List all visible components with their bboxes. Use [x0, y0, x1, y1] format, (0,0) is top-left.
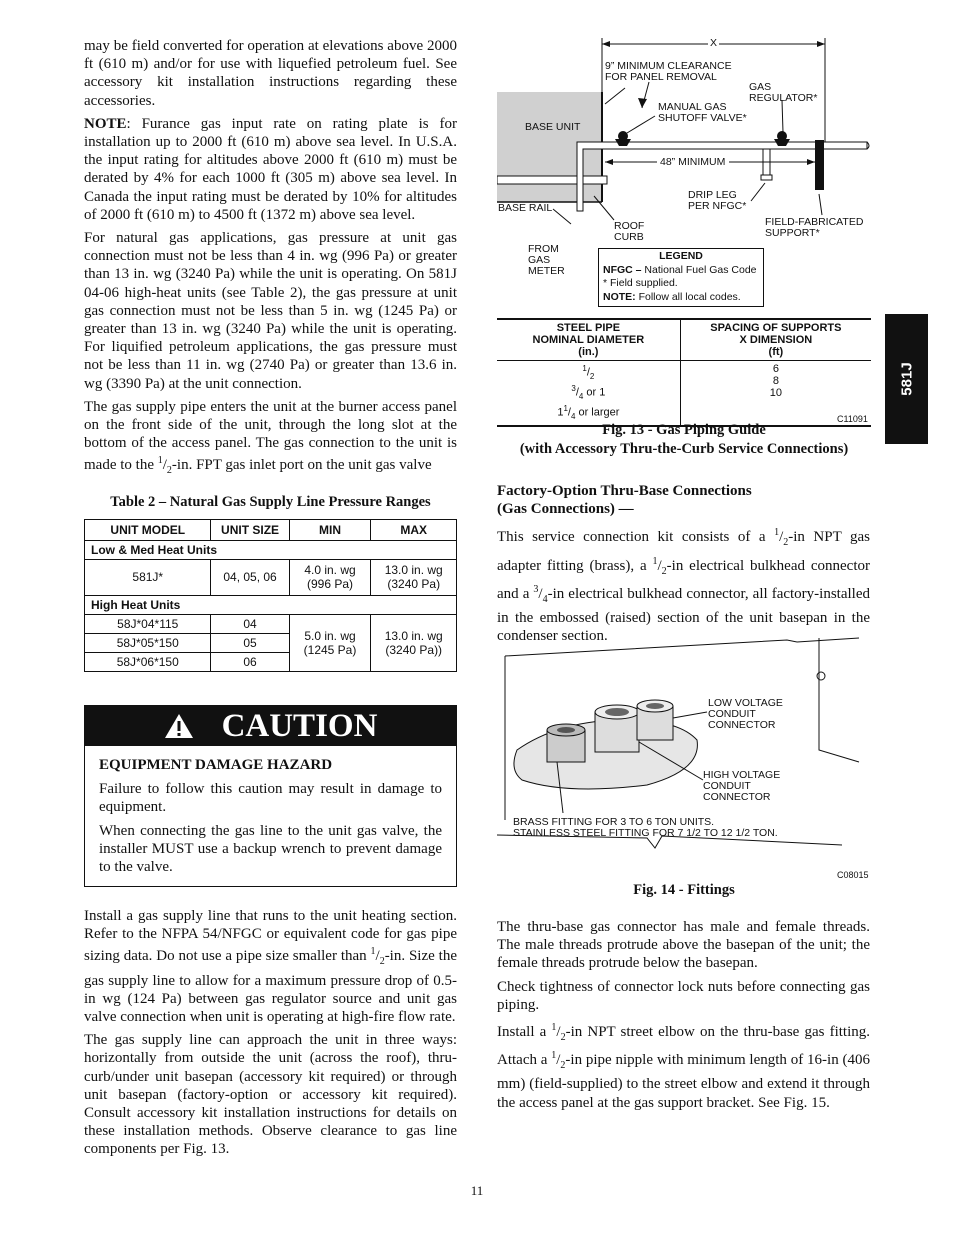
table-cell: 58J*04*115 [85, 614, 211, 633]
table-header: STEEL PIPE NOMINAL DIAMETER (in.) [497, 319, 680, 361]
hazard-title: EQUIPMENT DAMAGE HAZARD [99, 757, 333, 773]
caution-text: When connecting the gas line to the unit gas valve, the installer MUST use a backup wrench to prevent damage to the valve. [99, 823, 442, 875]
paragraph-supply-pipe: The gas supply pipe enters the unit at the burner access panel on the front side of the unit, through the long slot at the bottom of the access panel. The gas connection to the unit is made to the $^1/_2-in$. FPT gas inlet port on the unit gas valve [84, 398, 457, 477]
note-label: NOTE [84, 115, 127, 132]
base-unit-label: BASE UNIT [525, 121, 581, 133]
spacing-value: 6 [772, 363, 779, 375]
gas-regulator-label: GAS REGULATOR* [749, 81, 818, 104]
warning-triangle-icon [164, 713, 194, 739]
caution-title: CAUTION [221, 707, 378, 744]
note-text: : Furance gas input rate on rating plate is for installation up to 2000 ft (610 m) above sea level. In U.S.A. the input rating for altitudes above 2000 ft (610 m) must be derated by 4% for each 1000 ft (305 m) above sea level. In Canada the input rating must be derated by 10% for altitudes of 2000 ft (610 m) to 4500 ft (1372 m) above sea level. [84, 115, 457, 223]
low-voltage-label: LOW VOLTAGE CONDUIT CONNECTOR [708, 697, 783, 731]
left-column [84, 37, 457, 672]
page-number: 11 [470, 1183, 484, 1198]
legend-nfgc: NFGC – National Fuel Gas Code [603, 263, 757, 276]
paragraph-service-kit: This service connection kit consists of a $^1/_2-in$ NPT gas adapter fitting (brass), a $^1/_2-in$ electrical bulkhead connector and a $^3/_4-in$ electrical bulkhead connector, all factory-installed in the embossed (raised) section of the unit basepan in the condenser section. [497, 527, 870, 645]
table-cell: 581J* [85, 559, 211, 595]
paragraph-street-elbow: Install a $^1/_2-in$ NPT street elbow on the thru-base gas fitting. Attach a $^1/_2-in$ pipe nipple with minimum length of 16-in (406 mm) (field-supplied) to the street elbow and extend it through the access panel at the gas support bracket. See Fig. 15. [497, 1022, 870, 1111]
table-cell: 04 [211, 614, 289, 633]
side-tab: 581J [885, 314, 928, 444]
diameter-1: $^1/_2$ [582, 364, 595, 381]
table-header: MAX [371, 519, 457, 540]
left-column-lower [84, 907, 457, 1164]
table-cell: 58J*06*150 [85, 652, 211, 671]
table-cell: 04, 05, 06 [211, 559, 289, 595]
diameter-2: $^3/_4$ or 1 [571, 383, 606, 401]
legend-title: LEGEND [659, 250, 703, 262]
x-dimension-label: X [710, 37, 718, 49]
table-cell: 06 [211, 652, 289, 671]
base-rail-label: BASE RAIL [498, 202, 553, 214]
figure-fittings [497, 630, 871, 880]
diameter-3: $1^1/_4$ or larger [557, 403, 620, 421]
caution-banner [85, 706, 456, 746]
legend-box [598, 248, 764, 307]
brass-fitting-label: BRASS FITTING FOR 3 TO 6 TON UNITS. STAINLESS STEEL FITTING FOR 7 1/2 TO 12 1/2 TON. [513, 816, 778, 839]
section-heading: Factory-Option Thru-Base Connections (Gas Connections) — [497, 483, 752, 518]
right-column-lower [497, 918, 870, 1117]
spacing-value: 10 [769, 387, 782, 399]
legend-field: * Field supplied. [603, 277, 678, 289]
legend-note: NOTE: Follow all local codes. [603, 290, 741, 303]
clearance-label: 9” MINIMUM CLEARANCE FOR PANEL REMOVAL [605, 60, 732, 83]
paragraph-note [84, 115, 457, 224]
table-header: UNIT MODEL [85, 519, 211, 540]
table-header: MIN [289, 519, 371, 540]
caution-text: Failure to follow this caution may result in damage to equipment. [99, 781, 442, 815]
table-cell: 13.0 in. wg (3240 Pa)) [371, 614, 457, 671]
figure-14-caption: Fig. 14 - Fittings [633, 882, 735, 898]
figure-13-caption: Fig. 13 - Gas Piping Guide (with Accessory Thru-the-Curb Service Connections) [519, 422, 849, 457]
figure-code: C11091 [837, 414, 868, 424]
from-meter-label: FROM GAS METER [528, 243, 565, 277]
table-cell: 4.0 in. wg (996 Pa) [289, 559, 371, 595]
field-support-label: FIELD-FABRICATED SUPPORT* [765, 216, 864, 239]
table-group-label: Low & Med Heat Units [85, 540, 457, 559]
paragraph-install-supply: Install a gas supply line that runs to the unit heating section. Refer to the NFPA 54/NFGC or equivalent code for gas pipe sizing data. Do not use a pipe size smaller than $^1/_2-in$. Size the gas supply line to allow for a maximum pressure drop of 0.5-in wg (124 Pa) between gas regulator source and unit gas valve connection when unit is operating at high-fire flow rate. [84, 908, 457, 1026]
minimum-48-label: 48” MINIMUM [660, 156, 726, 168]
paragraph-natural-gas: For natural gas applications, gas pressure at unit gas connection must not be less than 4 in. wg (996 Pa) or greater than 13 in. wg (3240 Pa) while the unit is operating. On 581J 04-06 high-heat units (see Table 2), the gas pressure at unit gas connection must not be less than 5 in. wg (1245 Pa) or greater than 13 in. wg (3240 Pa) while the unit is operating. For liquified petroleum applications, the gas pressure must not be less than 11 in. wg (2740 Pa) or greater than 13.6 in. wg (3390 Pa) at the unit connection. [84, 230, 457, 392]
figure-gas-piping-guide [497, 36, 871, 426]
table-cell: 5.0 in. wg (1245 Pa) [289, 614, 371, 671]
table-group-label: High Heat Units [85, 595, 457, 614]
table-header: UNIT SIZE [211, 519, 289, 540]
drip-leg-label: DRIP LEG PER NFGC* [688, 189, 747, 212]
figure-code: C08015 [837, 870, 869, 880]
gas-pressure-table [84, 519, 457, 672]
spacing-value: 8 [772, 375, 779, 387]
pipe-spacing-table [497, 318, 871, 427]
table-cell: 05 [211, 633, 289, 652]
paragraph-thru-base: The thru-base gas connector has male and female threads. The male threads protrude above the basepan of the unit; the female threads protrude below the basepan. [497, 919, 870, 972]
roof-curb-label: ROOF CURB [614, 220, 645, 243]
paragraph-approach: The gas supply line can approach the unit in three ways: horizontally from outside the unit (across the roof), thru-curb/under unit basepan (accessory kit required) or through unit basepan (factory-option or accessory kit required). Consult accessory kit installation instructions for details on these installation methods. Observe clearance to gas line components per Fig. 13. [84, 1032, 457, 1158]
table-cell: 13.0 in. wg (3240 Pa) [371, 559, 457, 595]
table-cell [497, 361, 680, 426]
caution-box [84, 705, 457, 887]
manual-valve-label: MANUAL GAS SHUTOFF VALVE* [658, 101, 747, 124]
paragraph-check-tightness: Check tightness of connector lock nuts before connecting gas piping. [497, 978, 870, 1013]
paragraph-elevation: may be field converted for operation at elevations above 2000 ft (610 m) and/or for use with liquefied petroleum fuel. See accessory kit installation instructions regarding these accessories. [84, 38, 457, 109]
right-column-upper [497, 482, 870, 650]
table-caption: Table 2 – Natural Gas Supply Line Pressure Ranges [110, 493, 431, 510]
high-voltage-label: HIGH VOLTAGE CONDUIT CONNECTOR [703, 769, 781, 803]
table-cell: 58J*05*150 [85, 633, 211, 652]
table-header: SPACING OF SUPPORTS X DIMENSION (ft) [680, 319, 871, 361]
